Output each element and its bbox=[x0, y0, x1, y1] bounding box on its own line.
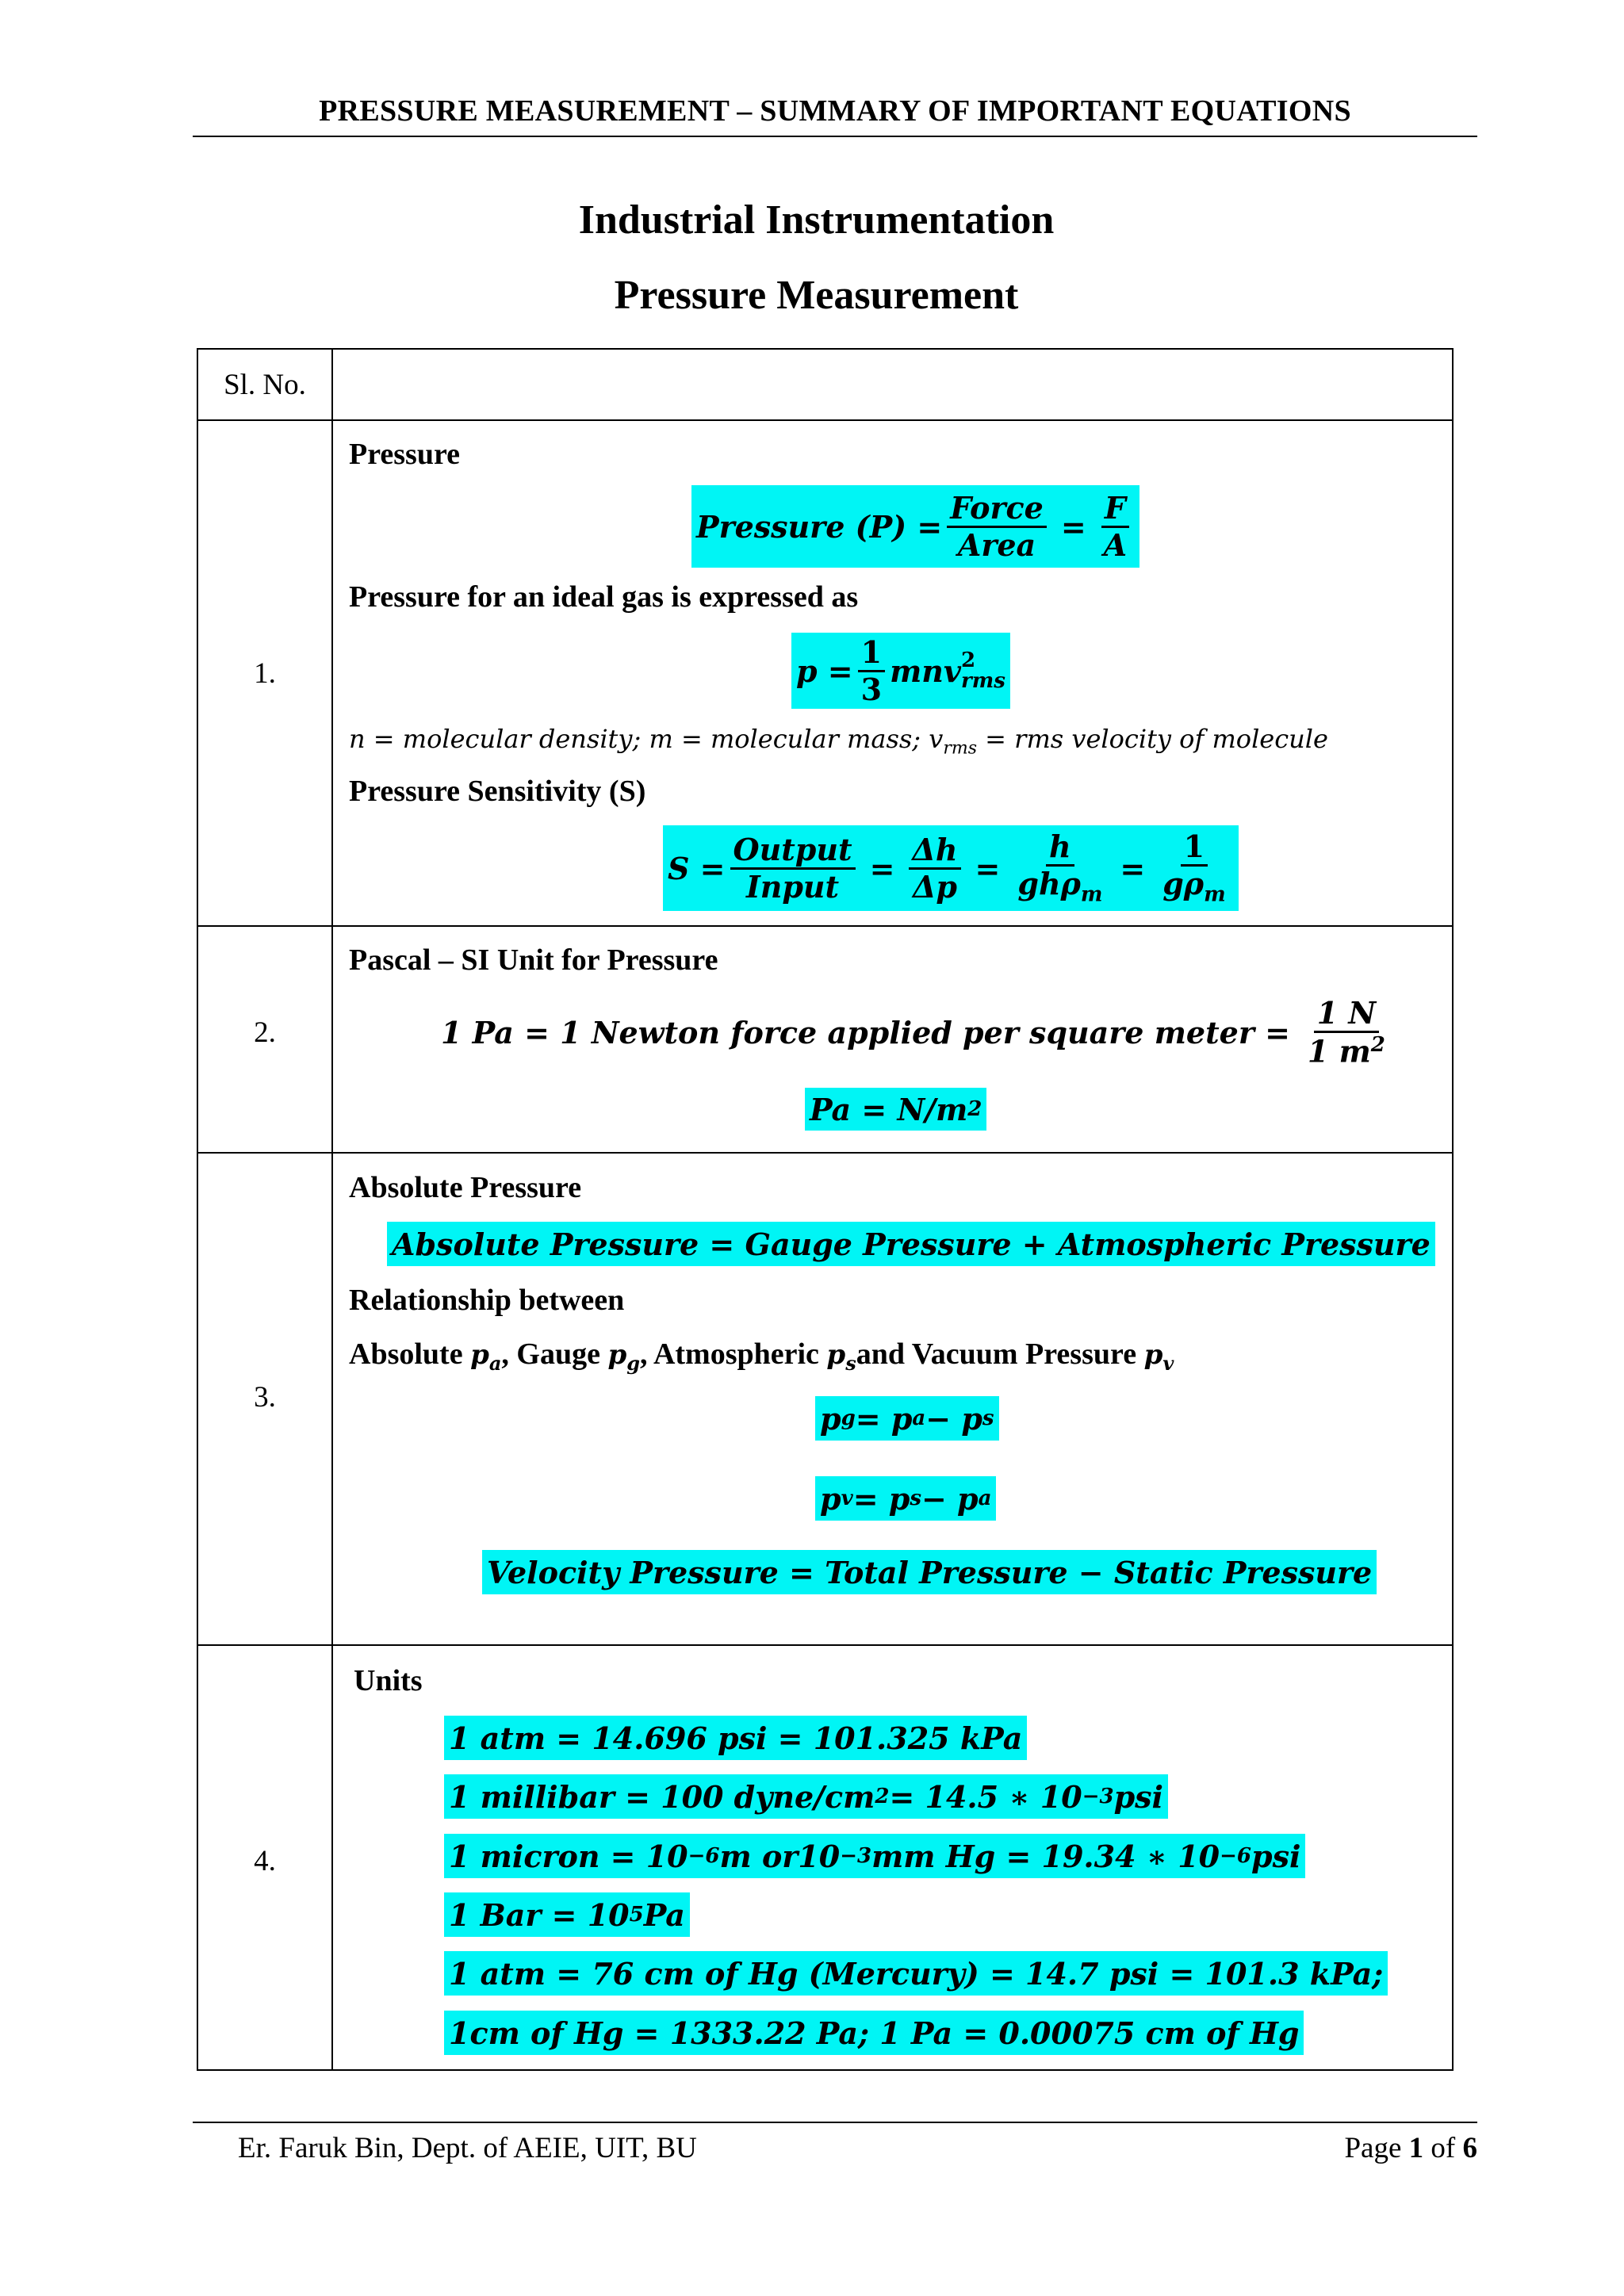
fraction-denominator: ghρ bbox=[1017, 865, 1081, 901]
page-label: Page bbox=[1344, 2132, 1409, 2164]
eq-text: m or10 bbox=[719, 1838, 841, 1874]
superscript: 2 bbox=[875, 1785, 890, 1808]
fraction bbox=[1159, 828, 1228, 907]
current-page: 1 bbox=[1408, 2132, 1424, 2164]
velocity-pressure-equation: Velocity Pressure = Total Pressure − Static Pressure bbox=[482, 1550, 1377, 1594]
subscript: s bbox=[910, 1487, 921, 1510]
superscript: −6 bbox=[688, 1844, 720, 1868]
subscript: s bbox=[982, 1406, 994, 1430]
eq-text: 1 micron = 10 bbox=[449, 1838, 688, 1874]
superscript: 2 bbox=[1370, 1032, 1385, 1057]
label-text: , Gauge bbox=[501, 1337, 608, 1371]
fraction-numerator: F bbox=[1101, 492, 1129, 528]
fraction-numerator: h bbox=[1046, 831, 1074, 867]
subscript: g bbox=[841, 1406, 856, 1430]
fraction-denominator: 1 m bbox=[1307, 1033, 1371, 1070]
eq-lhs: p = bbox=[796, 652, 853, 689]
equations-table bbox=[197, 348, 1454, 2071]
eq-text: 1 millibar = 100 dyne/cm bbox=[449, 1778, 875, 1815]
equals-sign: = bbox=[869, 850, 895, 886]
eq-text: = 14.5 ∗ 10 bbox=[889, 1778, 1082, 1815]
eq-text: − p bbox=[921, 1480, 979, 1517]
page-of-label: of bbox=[1423, 2132, 1463, 2164]
fraction-denominator: Area bbox=[957, 526, 1036, 563]
pressure-equation bbox=[691, 485, 1139, 568]
eq-text: = p bbox=[855, 1400, 913, 1437]
eq-text: − p bbox=[925, 1400, 982, 1437]
superscript: 2 bbox=[967, 1097, 982, 1121]
equals-sign: = bbox=[1120, 850, 1146, 886]
running-header: PRESSURE MEASUREMENT – SUMMARY OF IMPORTANT EQUATIONS bbox=[319, 94, 1351, 128]
symbol: p bbox=[820, 1400, 841, 1437]
eq-text: psi bbox=[1113, 1778, 1163, 1815]
row-heading: Pressure bbox=[349, 438, 461, 471]
unit-conversion bbox=[444, 1892, 690, 1937]
superscript: 2 bbox=[961, 649, 976, 672]
fraction-denominator: Δp bbox=[912, 868, 957, 905]
eq-text: psi bbox=[1251, 1838, 1301, 1874]
page-number bbox=[1344, 2131, 1477, 2165]
row-divider bbox=[198, 1644, 1452, 1646]
superscript: −6 bbox=[1220, 1844, 1251, 1868]
row-number: 2. bbox=[254, 1016, 276, 1049]
subscript: a bbox=[912, 1406, 926, 1430]
fraction-denominator: Input bbox=[745, 868, 840, 905]
symbol: p bbox=[826, 1339, 846, 1371]
total-pages: 6 bbox=[1462, 2132, 1477, 2164]
unit-conversion: 1 atm = 14.696 psi = 101.325 kPa bbox=[444, 1716, 1027, 1760]
footer-author: Er. Faruk Bin, Dept. of AEIE, UIT, BU bbox=[238, 2132, 697, 2164]
superscript: 5 bbox=[629, 1903, 644, 1927]
fraction-numerator: 1 N bbox=[1314, 997, 1379, 1033]
superscript: −3 bbox=[1082, 1785, 1114, 1808]
fraction bbox=[730, 831, 856, 905]
subscript: s bbox=[845, 1351, 856, 1375]
subscript: m bbox=[1204, 882, 1226, 907]
row-divider bbox=[198, 419, 1452, 421]
label-text: and Vacuum Pressure bbox=[856, 1337, 1144, 1371]
subscript: v bbox=[841, 1487, 853, 1510]
sensitivity-label: Pressure Sensitivity (S) bbox=[349, 775, 646, 808]
pascal-equation bbox=[436, 989, 1398, 1076]
fraction-denominator: 3 bbox=[860, 671, 883, 707]
fraction-numerator: Force bbox=[947, 492, 1047, 528]
fraction-numerator: 1 bbox=[858, 637, 885, 672]
superscript: −3 bbox=[840, 1844, 872, 1868]
fraction-denominator: gρ bbox=[1162, 865, 1205, 901]
ideal-gas-label: Pressure for an ideal gas is expressed as bbox=[349, 580, 859, 614]
equals-sign: = bbox=[975, 850, 1001, 886]
eq-text: mm Hg = 19.34 ∗ 10 bbox=[871, 1838, 1220, 1874]
unit-conversion bbox=[444, 1774, 1168, 1819]
symbol: p bbox=[607, 1339, 627, 1371]
row-number: 3. bbox=[254, 1381, 276, 1414]
unit-conversion: 1cm of Hg = 1333.22 Pa; 1 Pa = 0.00075 cm of Hg bbox=[444, 2011, 1304, 2055]
subscript: v bbox=[1162, 1351, 1174, 1375]
eq-text: = p bbox=[852, 1480, 910, 1517]
symbol: p bbox=[1143, 1339, 1163, 1371]
fraction bbox=[858, 633, 885, 707]
subscript: rms bbox=[943, 738, 977, 759]
variable-definitions bbox=[349, 724, 1328, 758]
fraction bbox=[947, 489, 1047, 563]
fraction-numerator: Δh bbox=[909, 834, 960, 870]
subscript: m bbox=[1080, 882, 1103, 907]
page-title: Industrial Instrumentation bbox=[578, 197, 1055, 243]
row-number: 1. bbox=[254, 657, 276, 690]
definition-text: = rms velocity of molecule bbox=[977, 724, 1328, 754]
subscript: rms bbox=[961, 669, 1005, 693]
eq-text: Pa = N/m bbox=[810, 1091, 968, 1127]
symbol: p bbox=[820, 1480, 841, 1517]
serial-number-header: Sl. No. bbox=[224, 368, 306, 401]
eq-lhs: Pressure (P) = bbox=[696, 508, 943, 545]
row-heading: Units bbox=[354, 1664, 423, 1697]
absolute-pressure-equation: Absolute Pressure = Gauge Pressure + Atmospheric Pressure bbox=[387, 1222, 1435, 1266]
label-text: Absolute bbox=[349, 1337, 471, 1371]
footer-rule bbox=[193, 2122, 1477, 2123]
page-subtitle: Pressure Measurement bbox=[614, 273, 1019, 318]
definition-text: n = molecular density; m = molecular mass; v bbox=[349, 724, 944, 754]
eq-text: Pa bbox=[643, 1896, 685, 1933]
eq-lhs: S = bbox=[668, 850, 726, 886]
unit-conversion bbox=[444, 1834, 1305, 1878]
row-divider bbox=[198, 925, 1452, 927]
header-rule bbox=[193, 136, 1477, 137]
subscript: a bbox=[978, 1487, 992, 1510]
vacuum-pressure-equation bbox=[815, 1476, 996, 1521]
eq-text: 1 Pa = 1 Newton force applied per square meter = bbox=[441, 1014, 1290, 1050]
sensitivity-equation bbox=[663, 825, 1239, 911]
relationship-label: Relationship between bbox=[349, 1284, 625, 1317]
gauge-pressure-equation bbox=[815, 1396, 999, 1441]
pressure-symbols-line bbox=[349, 1337, 1174, 1375]
row-divider bbox=[198, 1152, 1452, 1154]
fraction bbox=[1304, 994, 1388, 1070]
fraction bbox=[909, 831, 960, 905]
row-number: 4. bbox=[254, 1845, 276, 1877]
subscript: g bbox=[626, 1351, 641, 1375]
eq-rhs: mnv bbox=[890, 652, 962, 689]
pa-unit-equation bbox=[805, 1088, 986, 1131]
equals-sign: = bbox=[1060, 508, 1086, 545]
fraction-numerator: Output bbox=[730, 834, 856, 870]
row-heading: Pascal – SI Unit for Pressure bbox=[349, 943, 718, 977]
row-heading: Absolute Pressure bbox=[349, 1171, 582, 1204]
ideal-gas-equation bbox=[791, 633, 1010, 709]
fraction bbox=[1014, 828, 1105, 907]
fraction-denominator: A bbox=[1103, 526, 1128, 563]
column-divider bbox=[331, 350, 333, 2069]
symbol: p bbox=[470, 1339, 489, 1371]
label-text: , Atmospheric bbox=[640, 1337, 827, 1371]
fraction bbox=[1101, 489, 1130, 563]
fraction-numerator: 1 bbox=[1181, 831, 1208, 867]
eq-text: 1 Bar = 10 bbox=[449, 1896, 630, 1933]
subscript: a bbox=[488, 1351, 502, 1375]
unit-conversion: 1 atm = 76 cm of Hg (Mercury) = 14.7 psi = 101.3 kPa; bbox=[444, 1951, 1388, 1996]
